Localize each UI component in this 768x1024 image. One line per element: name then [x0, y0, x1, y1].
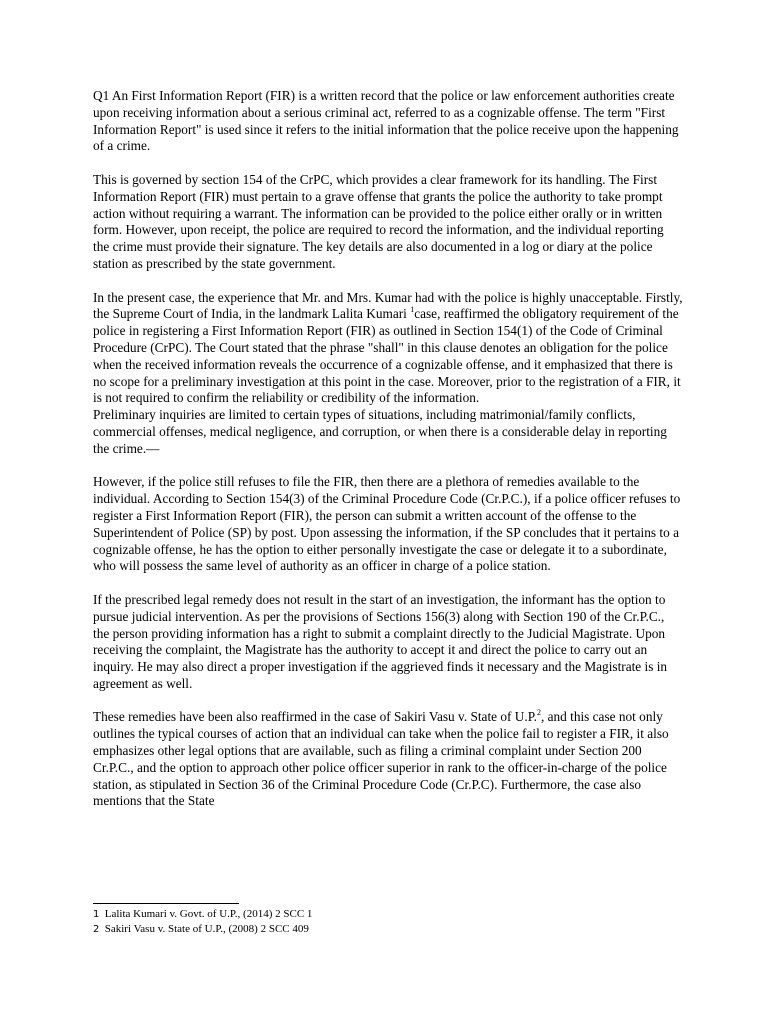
- footnote-separator: [93, 903, 239, 904]
- paragraph-present-case: [93, 290, 683, 408]
- document-body: [93, 88, 683, 810]
- paragraph-judicial-intervention: If the prescribed legal remedy does not result in the start of an investigation, the informant has the option to pursue judicial intervention. As per the provisions of Sections 156(3) along with Section 190 of the Cr.P.C., the person providing information has a right to submit a complaint directly to the Judicial Magistrate. Upon receiving the complaint, the Magistrate has the authority to accept it and direct the police to carry out an inquiry. He may also direct a proper investigation if the aggrieved finds it necessary and the Magistrate is in agreement as well.: [93, 591, 668, 691]
- paragraph-sakiri-vasu-text-cont: , and this case not only outlines the typical courses of action that an individual can take when the police fail to register a FIR, it also emphasizes other legal options that are available, such as filing a criminal complaint under Section 200 Cr.P.C., and the option to approach other police officer superior in rank to the officer-in-charge of the police station, as stipulated in Section 36 of the Criminal Procedure Code (Cr.P.C). Furthermore, the case also mentions that the State: [93, 709, 669, 809]
- paragraph-sakiri-vasu: [93, 709, 683, 810]
- footnote-ref-1: 1: [410, 304, 415, 314]
- footnote-1-number: 1: [93, 909, 100, 920]
- footnote-ref-2: 2: [536, 708, 541, 718]
- footnote-2-text: Sakiri Vasu v. State of U.P., (2008) 2 SCC 409: [104, 923, 309, 935]
- paragraph-present-case-text: In the present case, the experience that Mr. and Mrs. Kumar had with the police is highly unacceptable. Firstly, the Supreme Court of India, in the landmark Lalita Kumari: [93, 289, 683, 322]
- footnote-1: [93, 907, 683, 922]
- paragraph-present-case-text-cont: case, reaffirmed the obligatory requirement of the police in registering a First Information Report (FIR) as outlined in Section 154(1) of the Code of Criminal Procedure (CrPC). The Court stated that the phrase "shall" in this clause denotes an obligation for the police when the received information reveals the occurrence of a cognizable offense, and it emphasized that there is no scope for a preliminary investigation at this point in the case. Moreover, prior to the registration of a FIR, it is not required to confirm the reliability or credibility of the information.: [93, 306, 681, 406]
- footnotes: [93, 907, 683, 937]
- paragraph-preliminary-inquiries: Preliminary inquiries are limited to certain types of situations, including matrimonial/family conflicts, commercial offenses, medical negligence, and corruption, or when there is a considerable delay in reporting the crime.—: [93, 407, 667, 456]
- paragraph-section-154: This is governed by section 154 of the CrPC, which provides a clear framework for its handling. The First Information Report (FIR) must pertain to a grave offense that grants the police the authority to take prompt action without requiring a warrant. The information can be provided to the police either orally or in written form. However, upon receipt, the police are required to record the information, and the individual reporting the crime must provide their signature. The key details are also documented in a log or diary at the police station as prescribed by the state government.: [93, 171, 664, 271]
- paragraph-remedies-sp: However, if the police still refuses to file the FIR, then there are a plethora of remedies available to the individual. According to Section 154(3) of the Criminal Procedure Code (Cr.P.C.), if a police officer refuses to register a First Information Report (FIR), the person can submit a written account of the offense to the Superintendent of Police (SP) by post. Upon assessing the information, if the SP concludes that it pertains to a cognizable offense, he has the option to either personally investigate the case or delegate it to a subordinate, who will possess the same level of authority as an officer in charge of a police station.: [93, 474, 681, 574]
- paragraph-sakiri-vasu-text: These remedies have been also reaffirmed in the case of Sakiri Vasu v. State of U.P.: [93, 709, 537, 725]
- footnote-1-text: Lalita Kumari v. Govt. of U.P., (2014) 2 SCC 1: [104, 908, 313, 920]
- paragraph-fir-definition: Q1 An First Information Report (FIR) is a written record that the police or law enforcement authorities create upon receiving information about a serious criminal act, referred to as a cognizable offense. The term "First Information Report" is used since it refers to the initial information that the police receive upon the happening of a crime.: [93, 88, 679, 154]
- footnote-2-number: 2: [93, 924, 100, 935]
- footnote-2: [93, 922, 683, 937]
